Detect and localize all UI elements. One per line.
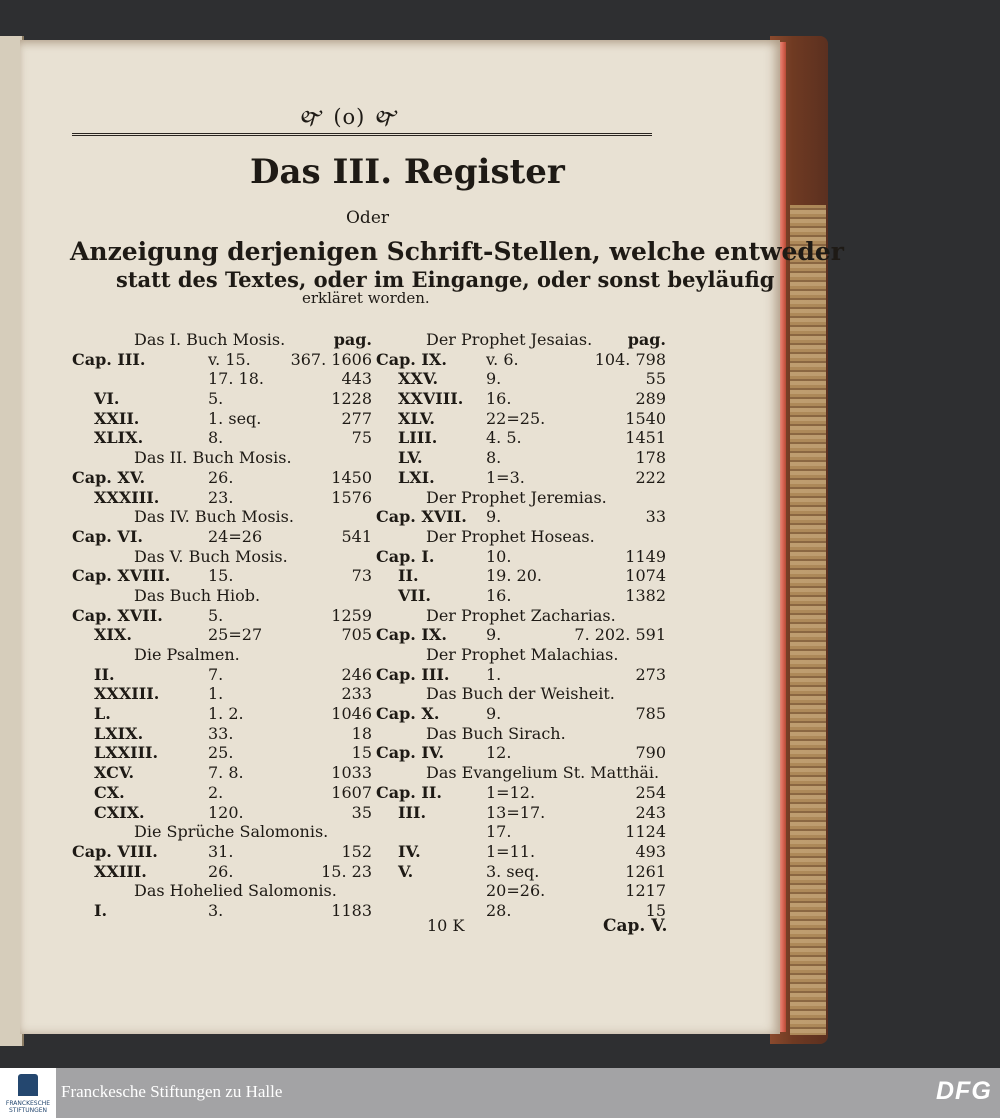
page-ref: 15. 23 [321,861,372,881]
book-title: Das V. Buch Mosis. [134,546,288,566]
verse-ref: 28. [486,900,512,920]
book-heading [72,448,372,468]
verse-ref: 1=3. [486,467,525,487]
verse-ref: 17. [486,822,512,842]
verse-ref: 5. [208,389,224,409]
book-title: Das Hohelied Salomonis. [134,881,337,901]
verse-ref: 31. [208,841,234,861]
verse-ref: 33. [208,723,234,743]
book-heading [376,527,666,547]
page-ref: 1046 [331,704,372,724]
register-entry [72,763,372,783]
page-ref: 1228 [331,389,372,409]
chapter-ref: Cap. III. [72,349,146,369]
verse-ref: 1=12. [486,782,536,802]
page-ref: 1540 [625,408,666,428]
book-title: Das II. Buch Mosis. [134,448,292,468]
chapter-ref: XXIII. [94,861,147,881]
register-entry [376,743,666,763]
register-entry [72,684,372,704]
verse-ref: 3. seq. [486,861,540,881]
page-ref: 104. 798 [594,349,666,369]
book-title: Das Buch Hiob. [134,585,261,605]
book-title: Das I. Buch Mosis. [134,330,286,349]
chapter-ref: Cap. III. [376,664,450,684]
page-ref: 705 [341,625,372,645]
register-entry [376,507,666,527]
marbled-cover-paper [790,205,826,1035]
chapter-ref: LXIX. [94,723,144,743]
page-ref: 178 [635,448,666,468]
chapter-ref: Cap. XVIII. [72,566,171,586]
book-title: Die Psalmen. [134,645,240,664]
chapter-ref: Cap. X. [376,704,440,724]
page-ref: 152 [341,841,372,861]
page-ref: 243 [635,802,666,822]
book-title: Das IV. Buch Mosis. [134,507,294,527]
page-ref: 541 [341,526,372,546]
page-ref: 15 [351,743,372,763]
chapter-ref: II. [398,566,419,586]
page-ref: 790 [635,743,666,763]
page-ref: 1074 [625,566,666,586]
verse-ref: v. 6. [486,349,519,369]
register-entry [376,862,666,882]
register-entry [72,803,372,823]
chapter-ref: Cap. IX. [376,349,447,369]
chapter-ref: XIX. [94,625,132,645]
verse-ref: 23. [208,487,234,507]
book-heading [376,645,666,665]
chapter-ref: Cap. VI. [72,526,143,546]
register-entry [72,862,372,882]
chapter-ref: CX. [94,782,125,802]
chapter-ref: LV. [398,448,423,468]
page-ref: 1259 [331,605,372,625]
register-entry [72,488,372,508]
logo-text: FRANCKESCHE STIFTUNGEN [5,1100,51,1114]
register-entry [72,842,372,862]
book-heading [72,586,372,606]
verse-ref: 10. [486,546,512,566]
verse-ref: 20=26. [486,881,546,901]
chapter-ref: II. [94,664,115,684]
page-ref: 55 [645,369,666,389]
chapter-ref: Cap. XV. [72,467,146,487]
register-column-right [376,330,666,921]
verse-ref: 7. [208,664,224,684]
verse-ref: 7. 8. [208,763,244,783]
verse-ref: 1=11. [486,841,536,861]
chapter-ref: XLIX. [94,428,144,448]
register-entry [72,704,372,724]
verse-ref: 22=25. [486,408,546,428]
chapter-ref: CXIX. [94,802,145,822]
verse-ref: 9. [486,625,502,645]
page-ref: 785 [635,704,666,724]
page-ref: 1576 [331,487,372,507]
verse-ref: 1. 2. [208,704,244,724]
book-title: Der Prophet Jeremias. [426,487,607,507]
register-entry [376,625,666,645]
book-heading [376,606,666,626]
verse-ref: 25=27 [208,625,263,645]
register-entry [376,389,666,409]
catchword: Cap. V. [603,916,668,936]
register-entry [72,901,372,921]
verse-ref: 1. seq. [208,408,262,428]
register-entry [72,409,372,429]
footer-bar [0,1068,1000,1118]
page-ref: 273 [635,664,666,684]
chapter-ref: Cap. XVII. [376,507,467,527]
verse-ref: 2. [208,782,224,802]
page-ref: 443 [341,369,372,389]
register-entry [376,350,666,370]
book-heading [376,724,666,744]
register-entry [376,369,666,389]
subtitle-line-3: erkläret worden. [302,289,430,307]
register-entry [72,625,372,645]
book-title: Das Buch Sirach. [426,723,566,743]
page-column-label: pag. [627,330,666,349]
chapter-ref: Cap. IX. [376,625,447,645]
verse-ref: 16. [486,389,512,409]
verse-ref: 9. [486,507,502,527]
verse-ref: 17. 18. [208,369,264,389]
verse-ref: 1. [208,684,224,704]
book-heading [72,881,372,901]
verse-ref: 26. [208,861,234,881]
verse-ref: 8. [486,448,502,468]
subtitle-line-2: statt des Textes, oder im Eingange, oder sonst beyläufig [116,267,775,292]
chapter-ref: I. [94,900,108,920]
verse-ref: 26. [208,467,234,487]
register-entry [376,803,666,823]
verse-ref: 24=26 [208,526,263,546]
page-ref: 233 [341,684,372,704]
title-connector: Oder [346,208,390,228]
register-entry [376,586,666,606]
verse-ref: 3. [208,900,224,920]
verse-ref: 9. [486,704,502,724]
chapter-ref: XXV. [398,369,439,389]
chapter-ref: XXXIII. [94,684,160,704]
header-rule [72,133,652,136]
chapter-ref: Cap. VIII. [72,841,158,861]
book-heading [72,547,372,567]
signature-mark: 10 K [427,916,465,935]
chapter-ref: LXXIII. [94,743,159,763]
verse-ref: 4. 5. [486,428,522,448]
page-ref: 7. 202. 591 [574,625,666,645]
chapter-ref: XXII. [94,408,140,428]
page-ref: 75 [351,428,372,448]
subtitle-line-1: Anzeigung derjenigen Schrift-Stellen, welche entweder [70,237,844,266]
chapter-ref: LIII. [398,428,438,448]
chapter-ref: Cap. I. [376,546,435,566]
book-title: Der Prophet Hoseas. [426,526,595,546]
book-title: Die Sprüche Salomonis. [134,822,329,842]
register-entry [376,665,666,685]
register-entry [72,468,372,488]
page-ref: 1033 [331,763,372,783]
page-ref: 33 [645,507,666,527]
page-ref: 73 [351,566,372,586]
register-entry [72,566,372,586]
chapter-ref: XLV. [398,408,435,428]
verse-ref: 25. [208,743,234,763]
page-ref: 18 [351,723,372,743]
running-head: 🙰 (o) 🙰 [298,105,401,129]
register-entry [72,783,372,803]
dfg-logo[interactable]: DFG [936,1077,992,1105]
register-entry [376,547,666,567]
chapter-ref: XXXIII. [94,487,160,507]
page-ref: 222 [635,467,666,487]
book-title: Der Prophet Zacharias. [426,605,616,625]
book-heading [376,684,666,704]
verse-ref: 120. [208,802,244,822]
register-entry [376,783,666,803]
page-ref: 1450 [331,467,372,487]
chapter-ref: IV. [398,841,421,861]
chapter-ref: VI. [94,389,120,409]
verse-ref: 8. [208,428,224,448]
register-entry [376,448,666,468]
register-entry [376,468,666,488]
verse-ref: 16. [486,585,512,605]
book-title: Der Prophet Malachias. [426,645,619,664]
register-entry [72,428,372,448]
register-entry [72,665,372,685]
chapter-ref: III. [398,802,427,822]
register-entry [72,350,372,370]
book-heading [376,330,666,350]
chapter-ref: V. [398,861,414,881]
page-ref: 289 [635,389,666,409]
page-ref: 277 [341,408,372,428]
page-ref: 15 [645,900,666,920]
book-heading [72,330,372,350]
register-entry [72,389,372,409]
register-entry [72,606,372,626]
page-ref: 1451 [625,428,666,448]
chapter-ref: VII. [398,585,431,605]
verse-ref: 19. 20. [486,566,542,586]
institution-logo[interactable] [0,1068,56,1118]
chapter-ref: LXI. [398,467,435,487]
register-column-left [72,330,372,921]
page-ref: 1607 [331,782,372,802]
book-heading [72,822,372,842]
verse-ref: 5. [208,605,224,625]
verse-ref: 15. [208,566,234,586]
register-entry [376,566,666,586]
book-heading [376,763,666,783]
verse-ref: 9. [486,369,502,389]
page-ref: 493 [635,841,666,861]
register-entry [72,369,372,389]
page-ref: 35 [351,802,372,822]
page-ref: 1149 [625,546,666,566]
book-title: Das Buch der Weisheit. [426,684,615,704]
verse-ref: 13=17. [486,802,546,822]
page-ref: 1124 [625,822,666,842]
page-ref: 1382 [625,585,666,605]
page-ref: 254 [635,782,666,802]
register-entry [72,743,372,763]
page-ref: 1261 [625,861,666,881]
register-entry [376,428,666,448]
institution-link[interactable]: Franckesche Stiftungen zu Halle [61,1082,283,1101]
register-entry [376,842,666,862]
chapter-ref: XXVIII. [398,389,464,409]
book-heading [72,645,372,665]
register-entry [72,527,372,547]
building-icon [18,1074,38,1096]
verse-ref: 12. [486,743,512,763]
register-entry [72,724,372,744]
page-ref: 1183 [331,900,372,920]
book-heading [376,488,666,508]
page-ref: 246 [341,664,372,684]
page-title: Das III. Register [250,152,565,192]
register-entry [376,881,666,901]
chapter-ref: Cap. II. [376,782,442,802]
page-ref: 367. 1606 [290,349,372,369]
verse-ref: 1. [486,664,502,684]
book-heading [72,507,372,527]
book-title: Der Prophet Jesaias. [426,330,593,349]
register-entry [376,409,666,429]
chapter-ref: Cap. XVII. [72,605,163,625]
register-entry [376,704,666,724]
chapter-ref: Cap. IV. [376,743,445,763]
chapter-ref: XCV. [94,763,135,783]
chapter-ref: L. [94,704,111,724]
book-title: Das Evangelium St. Matthäi. [426,763,660,783]
page-column-label: pag. [333,330,372,349]
page-ref: 1217 [625,881,666,901]
register-entry [376,822,666,842]
verse-ref: v. 15. [208,349,251,369]
